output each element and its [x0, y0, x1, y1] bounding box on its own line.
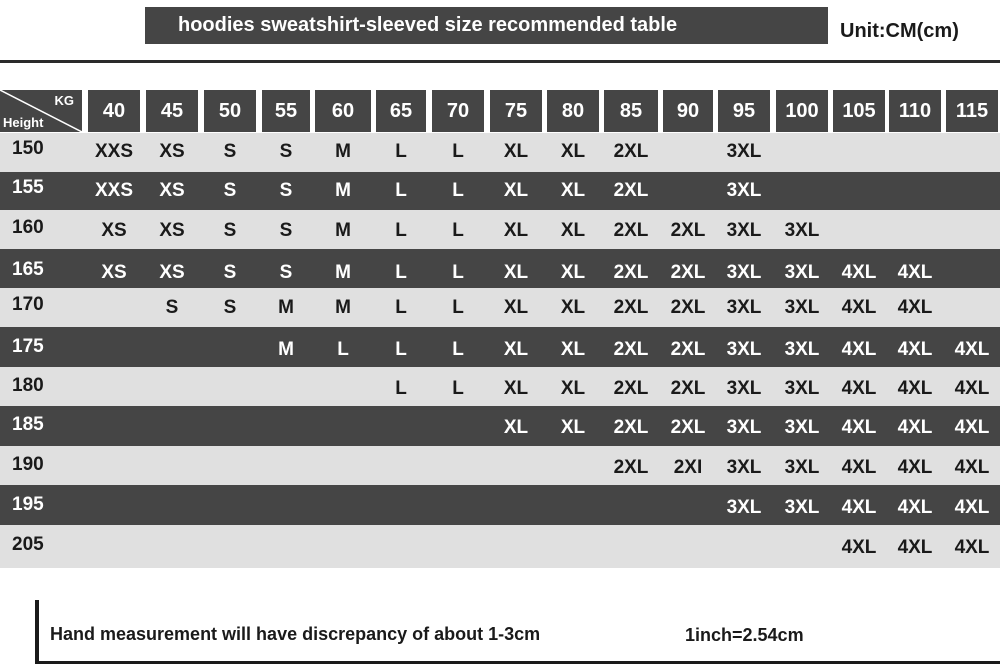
size-cell: 3XL — [726, 262, 762, 283]
table-row — [0, 485, 1000, 525]
size-cell: 2XI — [673, 457, 703, 478]
size-cell: 2XL — [670, 297, 706, 318]
weight-header-cell: 45 — [146, 90, 198, 132]
height-cell: 175 — [12, 336, 44, 357]
size-cell: 4XL — [954, 457, 990, 478]
size-cell: L — [452, 141, 464, 162]
size-cell: L — [452, 339, 464, 360]
size-cell: L — [337, 339, 349, 360]
size-cell: S — [223, 141, 237, 162]
size-cell: 2XL — [670, 262, 706, 283]
table-row — [0, 525, 1000, 568]
size-cell: S — [223, 297, 237, 318]
size-cell: XL — [503, 297, 529, 318]
size-cell: S — [279, 220, 293, 241]
size-cell: 2XL — [613, 180, 649, 201]
size-cell: XL — [560, 297, 586, 318]
size-cell: L — [395, 220, 407, 241]
size-cell: 4XL — [897, 537, 933, 558]
size-cell: XL — [560, 339, 586, 360]
height-cell: 165 — [12, 259, 44, 280]
size-cell: XL — [560, 378, 586, 399]
table-row — [0, 210, 1000, 249]
size-cell: 4XL — [954, 339, 990, 360]
table-row — [0, 172, 1000, 210]
size-cell: L — [452, 297, 464, 318]
size-cell: M — [278, 297, 294, 318]
size-cell: 3XL — [784, 262, 820, 283]
size-cell: XS — [101, 220, 127, 241]
size-cell: M — [335, 262, 351, 283]
weight-header-cell: 110 — [889, 90, 941, 132]
size-cell: S — [279, 141, 293, 162]
size-cell: S — [223, 262, 237, 283]
size-cell: L — [395, 262, 407, 283]
size-cell: XL — [560, 180, 586, 201]
weight-header-cell: 90 — [663, 90, 713, 132]
size-cell: 2XL — [670, 378, 706, 399]
size-cell: 3XL — [726, 220, 762, 241]
size-cell: L — [452, 378, 464, 399]
height-cell: 170 — [12, 294, 44, 315]
size-cell: 4XL — [954, 417, 990, 438]
size-cell: XL — [560, 220, 586, 241]
size-cell: 4XL — [841, 378, 877, 399]
size-cell: M — [335, 220, 351, 241]
size-cell: 2XL — [613, 339, 649, 360]
weight-header-cell: 85 — [604, 90, 658, 132]
size-cell: M — [278, 339, 294, 360]
size-cell: 2XL — [613, 378, 649, 399]
size-cell: 2XL — [613, 220, 649, 241]
size-cell: 3XL — [726, 497, 762, 518]
size-cell: S — [165, 297, 179, 318]
footer-bracket-left — [35, 600, 39, 664]
size-cell: L — [452, 220, 464, 241]
size-cell: XL — [560, 417, 586, 438]
weight-header-cell: 60 — [315, 90, 371, 132]
table-row — [0, 133, 1000, 172]
size-cell: M — [335, 180, 351, 201]
weight-header-cell: 105 — [833, 90, 885, 132]
table-row — [0, 406, 1000, 446]
weight-header-cell: 80 — [547, 90, 599, 132]
size-cell: XL — [503, 339, 529, 360]
size-cell: 2XL — [613, 297, 649, 318]
weight-header-cell: 40 — [88, 90, 140, 132]
size-cell: 2XL — [613, 417, 649, 438]
inch-conversion: 1inch=2.54cm — [685, 625, 804, 645]
measurement-note: Hand measurement will have discrepancy of about 1-3cm — [50, 624, 541, 644]
size-cell: XL — [560, 262, 586, 283]
size-cell: L — [452, 180, 464, 201]
size-cell: L — [452, 262, 464, 283]
size-cell: S — [223, 180, 237, 201]
size-cell: S — [279, 180, 293, 201]
height-cell: 205 — [12, 534, 44, 555]
weight-header-cell: 55 — [262, 90, 310, 132]
size-cell: 4XL — [841, 537, 877, 558]
size-cell: 4XL — [954, 497, 990, 518]
height-cell: 150 — [12, 138, 44, 159]
top-divider — [0, 60, 1000, 63]
size-cell: 3XL — [784, 417, 820, 438]
size-cell: L — [395, 180, 407, 201]
size-cell: XS — [159, 180, 185, 201]
size-cell: 4XL — [841, 297, 877, 318]
size-cell: L — [395, 339, 407, 360]
size-cell: 3XL — [726, 339, 762, 360]
size-cell: 3XL — [726, 378, 762, 399]
size-cell: XL — [503, 220, 529, 241]
size-cell: XL — [503, 378, 529, 399]
size-cell: 4XL — [841, 497, 877, 518]
size-cell: 3XL — [784, 339, 820, 360]
size-cell: 2XL — [670, 417, 706, 438]
size-cell: L — [395, 378, 407, 399]
size-cell: XL — [503, 180, 529, 201]
size-cell: 3XL — [784, 378, 820, 399]
size-cell: 3XL — [726, 417, 762, 438]
size-cell: XXS — [94, 180, 134, 201]
size-cell: 4XL — [841, 417, 877, 438]
size-cell: XS — [159, 262, 185, 283]
size-cell: XL — [503, 417, 529, 438]
height-label: Height — [3, 115, 44, 130]
table-row — [0, 446, 1000, 485]
size-cell: 4XL — [841, 457, 877, 478]
size-cell: 4XL — [897, 297, 933, 318]
size-cell: 2XL — [613, 262, 649, 283]
table-title: hoodies sweatshirt-sleeved size recommended table — [145, 7, 828, 44]
weight-header-cell: 70 — [432, 90, 484, 132]
size-cell: XS — [159, 220, 185, 241]
size-cell: 4XL — [897, 339, 933, 360]
weight-header-cell: 50 — [204, 90, 256, 132]
size-cell: 3XL — [784, 497, 820, 518]
size-cell: 3XL — [726, 180, 762, 201]
size-cell: 2XL — [613, 141, 649, 162]
table-row — [0, 288, 1000, 327]
size-cell: 4XL — [897, 378, 933, 399]
size-cell: S — [279, 262, 293, 283]
size-cell: 4XL — [897, 457, 933, 478]
weight-header-cell: 75 — [490, 90, 542, 132]
size-cell: XL — [560, 141, 586, 162]
table-row — [0, 327, 1000, 367]
size-cell: XL — [503, 141, 529, 162]
size-cell: L — [395, 297, 407, 318]
size-cell: 4XL — [897, 417, 933, 438]
size-cell: XS — [101, 262, 127, 283]
size-cell: 4XL — [841, 262, 877, 283]
size-cell: L — [395, 141, 407, 162]
size-cell: 2XL — [670, 220, 706, 241]
height-cell: 155 — [12, 177, 44, 198]
size-cell: S — [223, 220, 237, 241]
size-cell: 3XL — [726, 297, 762, 318]
height-cell: 180 — [12, 375, 44, 396]
table-row — [0, 367, 1000, 406]
size-cell: 3XL — [726, 457, 762, 478]
unit-label: Unit:CM(cm) — [840, 20, 959, 42]
size-cell: 4XL — [954, 378, 990, 399]
weight-header-cell: 115 — [946, 90, 998, 132]
size-cell: 3XL — [784, 220, 820, 241]
size-cell: 4XL — [897, 497, 933, 518]
size-cell: M — [335, 141, 351, 162]
corner-header — [0, 90, 82, 132]
size-cell: 2XL — [670, 339, 706, 360]
size-cell: XL — [503, 262, 529, 283]
weight-header-cell: 95 — [718, 90, 770, 132]
height-cell: 185 — [12, 414, 44, 435]
size-cell: XXS — [94, 141, 134, 162]
height-cell: 160 — [12, 217, 44, 238]
size-cell: 3XL — [726, 141, 762, 162]
size-cell: 3XL — [784, 297, 820, 318]
height-cell: 190 — [12, 454, 44, 475]
height-cell: 195 — [12, 494, 44, 515]
kg-label: KG — [54, 93, 74, 108]
size-cell: 2XL — [613, 457, 649, 478]
size-cell: 4XL — [897, 262, 933, 283]
footer-bracket-bottom — [35, 661, 1000, 664]
weight-header-cell: 100 — [776, 90, 828, 132]
size-cell: M — [335, 297, 351, 318]
weight-header-cell: 65 — [376, 90, 426, 132]
table-row — [0, 249, 1000, 288]
size-cell: 3XL — [784, 457, 820, 478]
size-cell: XS — [159, 141, 185, 162]
size-cell: 4XL — [841, 339, 877, 360]
size-cell: 4XL — [954, 537, 990, 558]
